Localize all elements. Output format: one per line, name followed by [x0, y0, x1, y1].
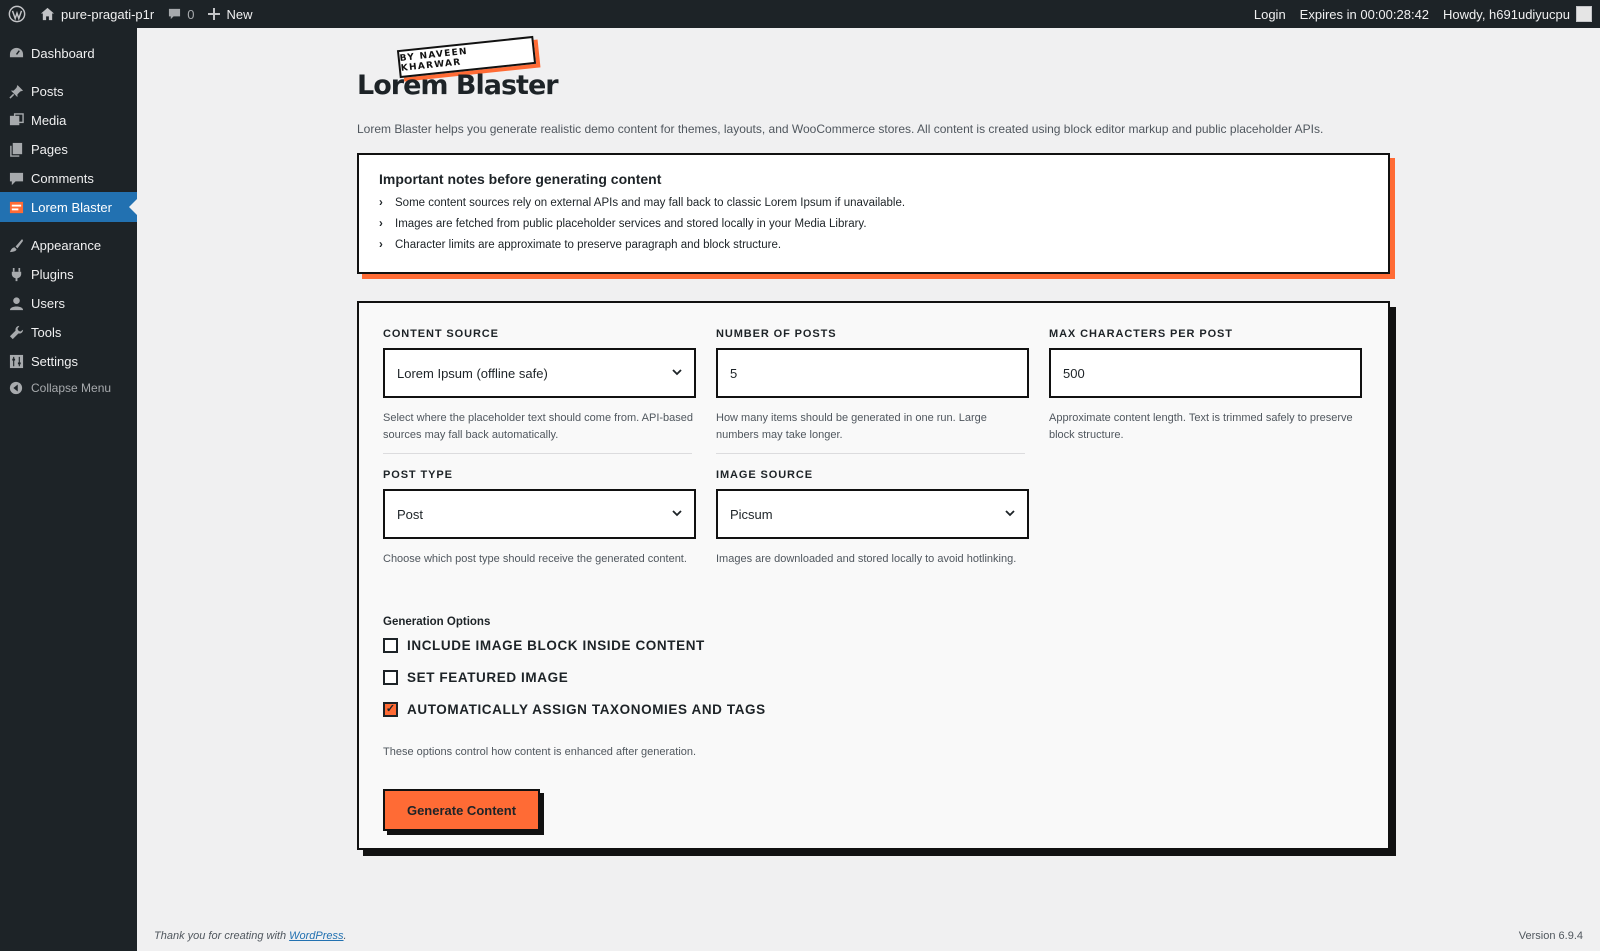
sidebar-item-label: Pages [31, 141, 68, 157]
comments-link[interactable] [161, 0, 201, 28]
divider [383, 453, 692, 454]
sidebar-item-label: Settings [31, 353, 78, 369]
intro-text: Lorem Blaster helps you generate realistic demo content for themes, layouts, and WooCommerce stores. All content is created using block editor markup and public placeholder APIs. [357, 122, 1324, 136]
post-type-select[interactable]: Post [383, 489, 696, 539]
chevron-right-icon: › [379, 197, 383, 209]
collapse-menu-label: Collapse Menu [31, 381, 112, 395]
login-link[interactable]: Login [1253, 6, 1286, 22]
wrench-icon [8, 324, 24, 340]
max-characters-field [1049, 328, 1362, 444]
generation-options-help: These options control how content is enhanced after generation. [383, 746, 697, 758]
notes-list [379, 196, 1368, 252]
sidebar-item-media[interactable] [0, 105, 137, 135]
content-source-field [383, 328, 696, 444]
chevron-down-icon [1005, 508, 1015, 520]
number-of-posts-help: How many items should be generated in one run. Large numbers may take longer. [716, 412, 987, 441]
footer-version: Version 6.9.4 [1518, 930, 1583, 942]
comment-bubble-icon [168, 8, 181, 21]
brush-icon [8, 237, 24, 253]
user-icon [8, 295, 24, 311]
sidebar-item-label: Users [31, 295, 65, 311]
sidebar-item-posts[interactable] [0, 76, 137, 106]
image-source-help: Images are downloaded and stored locally to avoid hotlinking. [716, 553, 1017, 565]
author-tag-label: BY NAVEEN KHARWAR [397, 36, 536, 78]
image-source-select[interactable]: Picsum [716, 489, 1029, 539]
sidebar-item-plugins[interactable] [0, 259, 137, 289]
sidebar-item-label: Comments [31, 170, 94, 186]
media-icon [8, 112, 24, 128]
image-source-field [716, 469, 1029, 568]
content-source-help: Select where the placeholder text should come from. API-based sources may fall back automatically. [383, 412, 694, 441]
admin-sidebar [0, 28, 137, 951]
admin-bar [0, 0, 1600, 28]
plug-icon [8, 266, 24, 282]
max-characters-input[interactable]: 500 [1049, 348, 1362, 398]
notes-title: Important notes before generating content [379, 171, 662, 187]
list-item: › Images are fetched from public placeholder services and stored locally in your Media Library. [379, 218, 867, 230]
collapse-menu-button[interactable] [0, 373, 137, 403]
site-name-link[interactable] [33, 0, 161, 28]
checkbox[interactable] [383, 670, 398, 685]
option-set-featured-image[interactable]: SET FEATURED IMAGE [383, 670, 568, 685]
checkmark-icon: ✓ [385, 703, 396, 715]
sidebar-item-label: Appearance [31, 237, 102, 253]
number-of-posts-input[interactable]: 5 [716, 348, 1029, 398]
comment-icon [8, 170, 24, 186]
content-source-select[interactable]: Lorem Ipsum (offline safe) [383, 348, 696, 398]
sidebar-item-users[interactable] [0, 288, 137, 318]
sidebar-item-appearance[interactable] [0, 230, 137, 260]
post-type-label: POST TYPE [383, 469, 453, 481]
image-source-label: IMAGE SOURCE [716, 469, 813, 481]
new-label: New [226, 6, 253, 22]
lorem-blaster-icon [8, 199, 24, 215]
chevron-right-icon: › [379, 239, 383, 251]
wordpress-logo-icon[interactable] [0, 0, 33, 28]
chevron-right-icon: › [379, 218, 383, 230]
sidebar-item-dashboard[interactable] [0, 38, 137, 68]
list-item: › Character limits are approximate to preserve paragraph and block structure. [379, 239, 782, 251]
comments-count: 0 [187, 6, 195, 22]
chevron-down-icon [672, 508, 682, 520]
home-icon [40, 7, 55, 21]
sidebar-item-label: Dashboard [31, 45, 95, 61]
number-of-posts-label: NUMBER OF POSTS [716, 328, 837, 340]
post-type-help: Choose which post type should receive the generated content. [383, 553, 687, 565]
max-characters-help: Approximate content length. Text is trimmed safely to preserve block structure. [1049, 412, 1353, 441]
my-account-link[interactable] [1436, 0, 1600, 28]
sidebar-item-label: Media [31, 112, 67, 128]
checkbox[interactable] [383, 638, 398, 653]
sidebar-item-tools[interactable] [0, 317, 137, 347]
page-title: Lorem Blaster [357, 70, 558, 101]
sidebar-item-label: Lorem Blaster [31, 199, 112, 215]
sidebar-item-comments[interactable] [0, 163, 137, 193]
new-content-link[interactable] [201, 0, 259, 28]
sidebar-item-label: Plugins [31, 266, 74, 282]
plus-icon [208, 8, 220, 20]
dashboard-icon [8, 45, 24, 61]
divider [716, 453, 1025, 454]
generation-options-label: Generation Options [383, 616, 491, 628]
sidebar-item-lorem-blaster[interactable] [0, 192, 137, 222]
expires-countdown: Expires in 00:00:28:42 [1299, 6, 1430, 22]
content-source-label: CONTENT SOURCE [383, 328, 499, 340]
option-assign-taxonomies[interactable]: ✓ AUTOMATICALLY ASSIGN TAXONOMIES AND TAGS [383, 702, 766, 717]
list-item: › Some content sources rely on external APIs and may fall back to classic Lorem Ipsum if unavailable. [379, 197, 906, 209]
max-characters-label: MAX CHARACTERS PER POST [1049, 328, 1233, 340]
avatar [1576, 6, 1592, 22]
main-content [137, 28, 1600, 951]
sliders-icon [8, 353, 24, 369]
wordpress-link[interactable]: WordPress [289, 930, 344, 942]
footer-thanks: Thank you for creating with WordPress. [154, 930, 347, 942]
pages-icon [8, 141, 24, 157]
checkbox[interactable] [383, 702, 398, 717]
chevron-down-icon [672, 367, 682, 379]
sidebar-item-pages[interactable] [0, 134, 137, 164]
sidebar-item-settings[interactable] [0, 346, 137, 376]
post-type-field [383, 469, 696, 568]
collapse-arrow-icon [8, 380, 24, 396]
important-notes-box [357, 153, 1390, 274]
generate-content-button-wrap [383, 789, 544, 835]
site-name-label: pure-pragati-p1r [61, 6, 155, 22]
option-include-image-block[interactable]: INCLUDE IMAGE BLOCK INSIDE CONTENT [383, 638, 705, 653]
number-of-posts-field [716, 328, 1029, 444]
generator-form [357, 301, 1390, 850]
generate-content-button[interactable]: Generate Content [383, 789, 540, 831]
sidebar-item-label: Posts [31, 83, 64, 99]
pin-icon [8, 83, 24, 99]
sidebar-item-label: Tools [31, 324, 62, 340]
howdy-label: Howdy, h691udiyucpu [1443, 6, 1570, 22]
